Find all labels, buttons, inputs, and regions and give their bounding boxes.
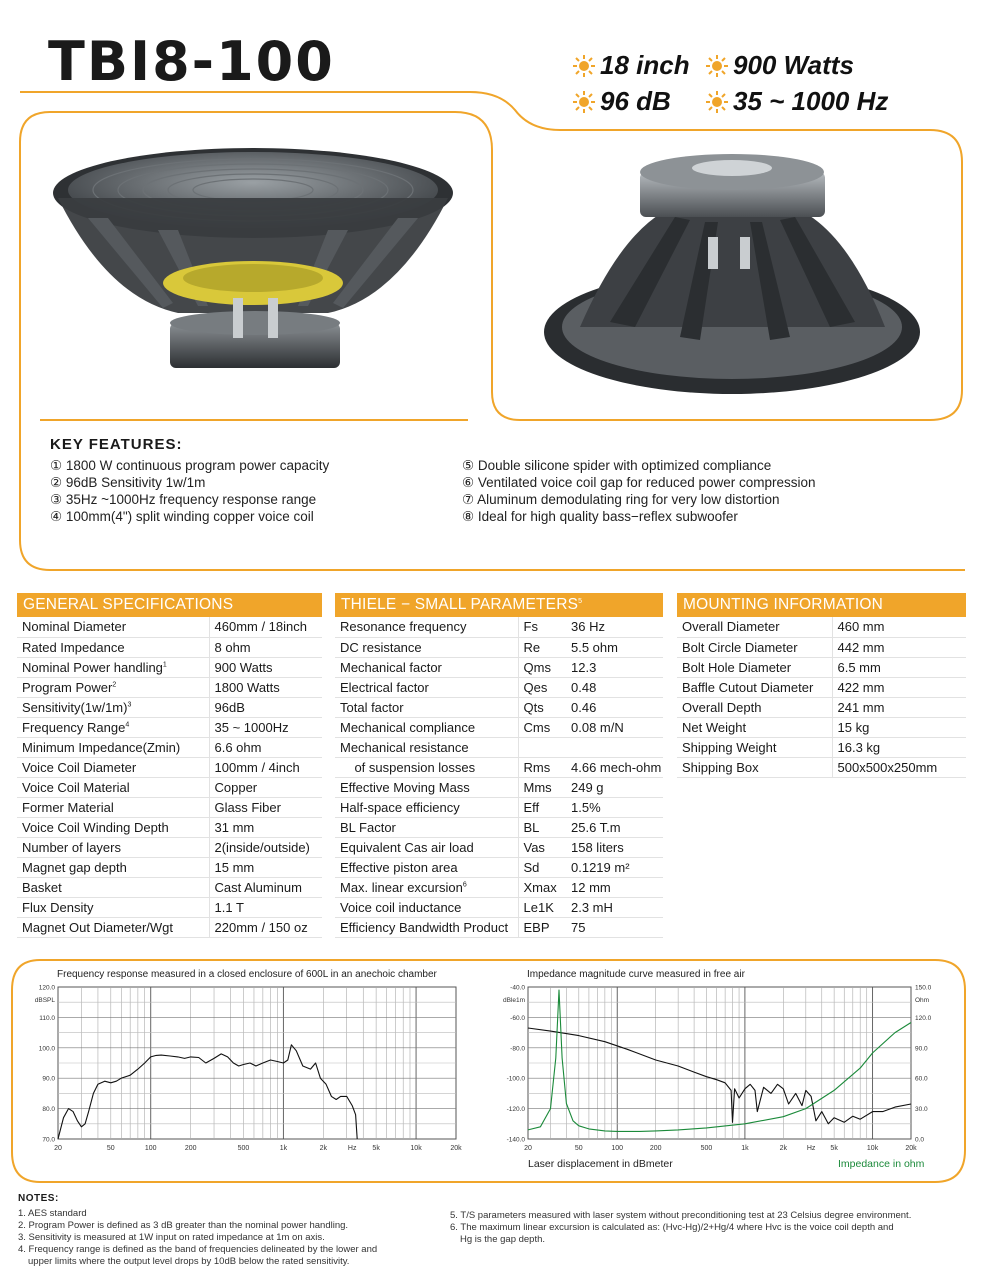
param-label: Effective Moving Mass	[335, 777, 518, 797]
param-symbol: Rms	[518, 757, 566, 777]
mount-value: 15 kg	[832, 717, 966, 737]
param-value: 4.66 mech-ohm	[566, 757, 663, 777]
param-label: of suspension losses	[335, 757, 518, 777]
param-label: Total factor	[335, 697, 518, 717]
spec-label: Former Material	[17, 797, 209, 817]
spec-label: Magnet gap depth	[17, 857, 209, 877]
speaker-rear-image	[540, 142, 925, 400]
feature-item: ⑦ Aluminum demodulating ring for very low distortion	[462, 492, 780, 507]
x-tick-label: 50	[106, 1145, 115, 1152]
spec-value: 96dB	[209, 697, 322, 717]
table-row	[335, 917, 663, 937]
param-symbol: Vas	[518, 837, 566, 857]
param-value: 75	[566, 917, 663, 937]
feature-item: ① 1800 W continuous program power capacity	[50, 458, 330, 473]
note-item: 4. Frequency range is defined as the band of frequencies delineated by the lower and	[18, 1244, 378, 1255]
spec-value: 1800 Watts	[209, 677, 322, 697]
param-symbol	[518, 737, 566, 757]
spec-label: Rated Impedance	[17, 637, 209, 657]
table-row	[17, 837, 322, 857]
y-tick-label: 120.0	[38, 984, 55, 992]
note-item: 6. The maximum linear excursion is calculated as: (Hvc-Hg)/2+Hg/4 where Hvc is the voice coil depth and	[450, 1222, 894, 1233]
mount-value: 241 mm	[832, 697, 966, 717]
spec-value: Glass Fiber	[209, 797, 322, 817]
table-row	[17, 697, 322, 717]
x-tick-label: 500	[700, 1145, 713, 1152]
frequency-response-chart	[18, 982, 470, 1158]
param-label: BL Factor	[335, 817, 518, 837]
table-row	[335, 657, 663, 677]
x-tick-label: Hz	[347, 1145, 357, 1152]
x-tick-label: 50	[574, 1145, 583, 1152]
param-label: Voice coil inductance	[335, 897, 518, 917]
spec-value: 100mm / 4inch	[209, 757, 322, 777]
table-row	[335, 797, 663, 817]
spec-value: 31 mm	[209, 817, 322, 837]
mount-label: Net Weight	[677, 717, 832, 737]
param-label: Max. linear excursion$^6$	[335, 877, 518, 897]
mount-value: 460 mm	[832, 617, 966, 637]
table-row	[335, 697, 663, 717]
spec-value: 460mm / 18inch	[209, 617, 322, 637]
spec-label: $Sensitivity(1w/1m)^3$	[17, 697, 209, 717]
table-row	[677, 657, 966, 677]
param-value: 0.46	[566, 697, 663, 717]
y-tick-label-right: 120.0	[915, 1014, 932, 1022]
sun-icon	[705, 54, 729, 78]
mounting-info-header: MOUNTING INFORMATION	[677, 593, 966, 617]
x-tick-label: Hz	[806, 1145, 816, 1152]
highlights	[572, 50, 952, 130]
mount-value: 500x500x250mm	[832, 757, 966, 777]
notes-title: NOTES:	[18, 1193, 59, 1204]
feature-item: ② 96dB Sensitivity 1w/1m	[50, 475, 206, 490]
y-tick-label: -140.0	[506, 1136, 525, 1144]
mount-label: Bolt Circle Diameter	[677, 637, 832, 657]
spec-value: 15 mm	[209, 857, 322, 877]
x-tick-label: 500	[237, 1145, 250, 1152]
table-row	[335, 837, 663, 857]
x-tick-label: 1k	[741, 1145, 749, 1152]
spec-value: 35 ~ 1000Hz	[209, 717, 322, 737]
param-label: DC resistance	[335, 637, 518, 657]
param-symbol: Le1K	[518, 897, 566, 917]
spec-value: 900 Watts	[209, 657, 322, 677]
feature-item: ⑧ Ideal for high quality bass−reflex subwoofer	[462, 509, 738, 524]
spec-value: 220mm / 150 oz	[209, 917, 322, 937]
spec-value: Copper	[209, 777, 322, 797]
param-symbol: Cms	[518, 717, 566, 737]
param-symbol: Qms	[518, 657, 566, 677]
x-tick-label: 1k	[279, 1145, 288, 1152]
table-row	[335, 877, 663, 897]
note-item: 5. T/S parameters measured with laser system without preconditioning test at 23 Celsius degree environment.	[450, 1210, 912, 1221]
x-tick-label: 20k	[450, 1145, 462, 1152]
mount-label: Shipping Weight	[677, 737, 832, 757]
y-tick-label: -100.0	[506, 1075, 525, 1083]
spec-value: 6.6 ohm	[209, 737, 322, 757]
impedance-chart	[488, 982, 950, 1158]
param-value: 25.6 T.m	[566, 817, 663, 837]
spec-label: Flux Density	[17, 897, 209, 917]
table-row	[335, 817, 663, 837]
table-row	[335, 677, 663, 697]
param-value: 2.3 mH	[566, 897, 663, 917]
note-item: 1. AES standard	[18, 1208, 87, 1219]
param-label: Effective piston area	[335, 857, 518, 877]
notes-left	[18, 1208, 377, 1268]
table-row	[335, 637, 663, 657]
impedance-chart-title: Impedance magnitude curve measured in free air	[527, 969, 745, 980]
x-tick-label: 10k	[410, 1145, 422, 1152]
spec-value: 2(inside/outside)	[209, 837, 322, 857]
spec-value: 1.1 T	[209, 897, 322, 917]
x-tick-label: 5k	[830, 1145, 838, 1152]
y-tick-label-right: 150.0	[915, 984, 932, 992]
table-row	[17, 737, 322, 757]
y-tick-label: 70.0	[42, 1136, 55, 1144]
y-tick-label-right: 90.0	[915, 1045, 928, 1053]
displacement-legend: Laser displacement in dBmeter	[528, 1158, 673, 1170]
sun-icon	[572, 54, 596, 78]
spec-label: Minimum Impedance(Zmin)	[17, 737, 209, 757]
highlight-size: 18 inch	[572, 50, 690, 81]
param-value: 1.5%	[566, 797, 663, 817]
param-symbol: Qes	[518, 677, 566, 697]
y-axis-label: dBle1m	[502, 997, 525, 1004]
table-row	[17, 637, 322, 657]
param-value: 158 liters	[566, 837, 663, 857]
param-label: Equivalent Cas air load	[335, 837, 518, 857]
param-symbol: Fs	[518, 617, 566, 637]
table-row	[17, 877, 322, 897]
x-tick-label: 200	[649, 1145, 662, 1152]
mount-value: 6.5 mm	[832, 657, 966, 677]
x-tick-label: 10k	[866, 1145, 879, 1152]
note-item: Hg is the gap depth.	[460, 1234, 546, 1245]
param-symbol: Re	[518, 637, 566, 657]
table-row	[677, 717, 966, 737]
table-row	[335, 617, 663, 637]
table-row	[677, 617, 966, 637]
table-row	[335, 777, 663, 797]
table-row	[677, 737, 966, 757]
y-tick-label: 90.0	[42, 1075, 55, 1083]
spec-label: Basket	[17, 877, 209, 897]
mount-label: Bolt Hole Diameter	[677, 657, 832, 677]
highlight-sensitivity: 96 dB	[572, 86, 671, 117]
table-row	[677, 757, 966, 777]
table-row	[677, 677, 966, 697]
y-tick-label: 110.0	[39, 1014, 55, 1022]
x-tick-label: 2k	[779, 1145, 788, 1152]
param-symbol: Qts	[518, 697, 566, 717]
table-row	[17, 817, 322, 837]
y-axis-label: dBSPL	[34, 997, 55, 1004]
x-tick-label: 2k	[319, 1145, 328, 1152]
param-value	[566, 737, 663, 757]
spec-label: Magnet Out Diameter/Wgt	[17, 917, 209, 937]
param-symbol: Sd	[518, 857, 566, 877]
y-tick-label-right: 60.0	[915, 1075, 928, 1083]
param-label: Half-space efficiency	[335, 797, 518, 817]
y-tick-label: -120.0	[506, 1106, 525, 1114]
param-value: 12 mm	[566, 877, 663, 897]
note-item: 3. Sensitivity is measured at 1W input on rated impedance at 1m on axis.	[18, 1232, 325, 1243]
table-row	[335, 757, 663, 777]
table-row	[17, 917, 322, 937]
mount-label: Overall Diameter	[677, 617, 832, 637]
table-row	[17, 677, 322, 697]
table-row	[335, 717, 663, 737]
mount-label: Shipping Box	[677, 757, 832, 777]
param-value: 249 g	[566, 777, 663, 797]
model-title: TBI8-100	[48, 30, 335, 93]
key-features-left	[50, 457, 329, 525]
table-row	[17, 657, 322, 677]
table-row	[17, 617, 322, 637]
param-label: Resonance frequency	[335, 617, 518, 637]
table-row	[335, 897, 663, 917]
param-label: Mechanical resistance	[335, 737, 518, 757]
param-label: Electrical factor	[335, 677, 518, 697]
x-tick-label: 100	[611, 1145, 624, 1152]
spec-label: Nominal Diameter	[17, 617, 209, 637]
table-row	[677, 697, 966, 717]
x-tick-label: 20k	[905, 1145, 917, 1152]
param-symbol: BL	[518, 817, 566, 837]
table-row	[17, 757, 322, 777]
param-label: Mechanical factor	[335, 657, 518, 677]
general-specs-header: GENERAL SPECIFICATIONS	[17, 593, 322, 617]
mount-value: 16.3 kg	[832, 737, 966, 757]
y-tick-label: -40.0	[510, 984, 525, 992]
table-row	[17, 897, 322, 917]
param-value: 0.08 m/N	[566, 717, 663, 737]
feature-item: ⑥ Ventilated voice coil gap for reduced power compression	[462, 475, 816, 490]
y-tick-label: 80.0	[42, 1106, 55, 1114]
param-value: 0.1219 m²	[566, 857, 663, 877]
note-item: 2. Program Power is defined as 3 dB greater than the nominal power handling.	[18, 1220, 349, 1231]
param-value: 5.5 ohm	[566, 637, 663, 657]
table-row	[677, 637, 966, 657]
note-item: upper limits where the output level drops by 10dB below the rated sensitivity.	[28, 1256, 350, 1267]
mount-value: 422 mm	[832, 677, 966, 697]
thiele-small-table	[335, 617, 663, 938]
x-tick-label: 200	[184, 1145, 197, 1152]
param-label: Mechanical compliance	[335, 717, 518, 737]
mount-value: 442 mm	[832, 637, 966, 657]
spec-label: Voice Coil Diameter	[17, 757, 209, 777]
param-symbol: Mms	[518, 777, 566, 797]
key-features-right	[462, 457, 816, 525]
sun-icon	[705, 90, 729, 114]
mounting-info-table	[677, 617, 966, 778]
speaker-front-image	[48, 138, 458, 388]
notes-right	[450, 1210, 911, 1246]
param-symbol: Eff	[518, 797, 566, 817]
param-label: Efficiency Bandwidth Product	[335, 917, 518, 937]
spec-label: Number of layers	[17, 837, 209, 857]
param-value: 36 Hz	[566, 617, 663, 637]
table-row	[17, 857, 322, 877]
feature-item: ④ 100mm(4") split winding copper voice coil	[50, 509, 314, 524]
table-row	[335, 857, 663, 877]
general-specs-table	[17, 617, 322, 938]
table-row	[17, 717, 322, 737]
mount-label: Baffle Cutout Diameter	[677, 677, 832, 697]
mount-label: Overall Depth	[677, 697, 832, 717]
highlight-power: 900 Watts	[705, 50, 854, 81]
y-tick-label: 100.0	[38, 1045, 55, 1053]
table-row	[17, 797, 322, 817]
param-value: 0.48	[566, 677, 663, 697]
spec-value: Cast Aluminum	[209, 877, 322, 897]
y-tick-label: -60.0	[510, 1014, 525, 1022]
key-features-title: KEY FEATURES:	[50, 436, 183, 453]
table-row	[17, 777, 322, 797]
x-tick-label: 20	[524, 1145, 532, 1152]
highlight-frequency: 35 ~ 1000 Hz	[705, 86, 888, 117]
impedance-legend: Impedance in ohm	[838, 1158, 925, 1170]
x-tick-label: 5k	[372, 1145, 380, 1152]
y-tick-label-right: 0.0	[915, 1136, 925, 1144]
freq-chart-title: Frequency response measured in a closed enclosure of 600L in an anechoic chamber	[57, 969, 437, 980]
spec-value: 8 ohm	[209, 637, 322, 657]
spec-label: Program Power$^2$	[17, 677, 209, 697]
spec-label: Voice Coil Winding Depth	[17, 817, 209, 837]
feature-item: ⑤ Double silicone spider with optimized compliance	[462, 458, 772, 473]
y-axis-label-right: Ohm	[915, 997, 930, 1004]
x-tick-label: 20	[54, 1145, 62, 1152]
sun-icon	[572, 90, 596, 114]
spec-label: Frequency Range$^4$	[17, 717, 209, 737]
param-symbol: EBP	[518, 917, 566, 937]
thiele-small-header: THIELE − SMALL PARAMETERS$^5$	[335, 593, 663, 617]
x-tick-label: 100	[144, 1145, 157, 1152]
param-value: 12.3	[566, 657, 663, 677]
feature-item: ③ 35Hz ~1000Hz frequency response range	[50, 492, 317, 507]
table-row	[335, 737, 663, 757]
y-tick-label-right: 30.0	[915, 1106, 928, 1114]
param-symbol: Xmax	[518, 877, 566, 897]
y-tick-label: -80.0	[510, 1045, 525, 1053]
spec-label: Voice Coil Material	[17, 777, 209, 797]
spec-label: Nominal Power handling$^1$	[17, 657, 209, 677]
